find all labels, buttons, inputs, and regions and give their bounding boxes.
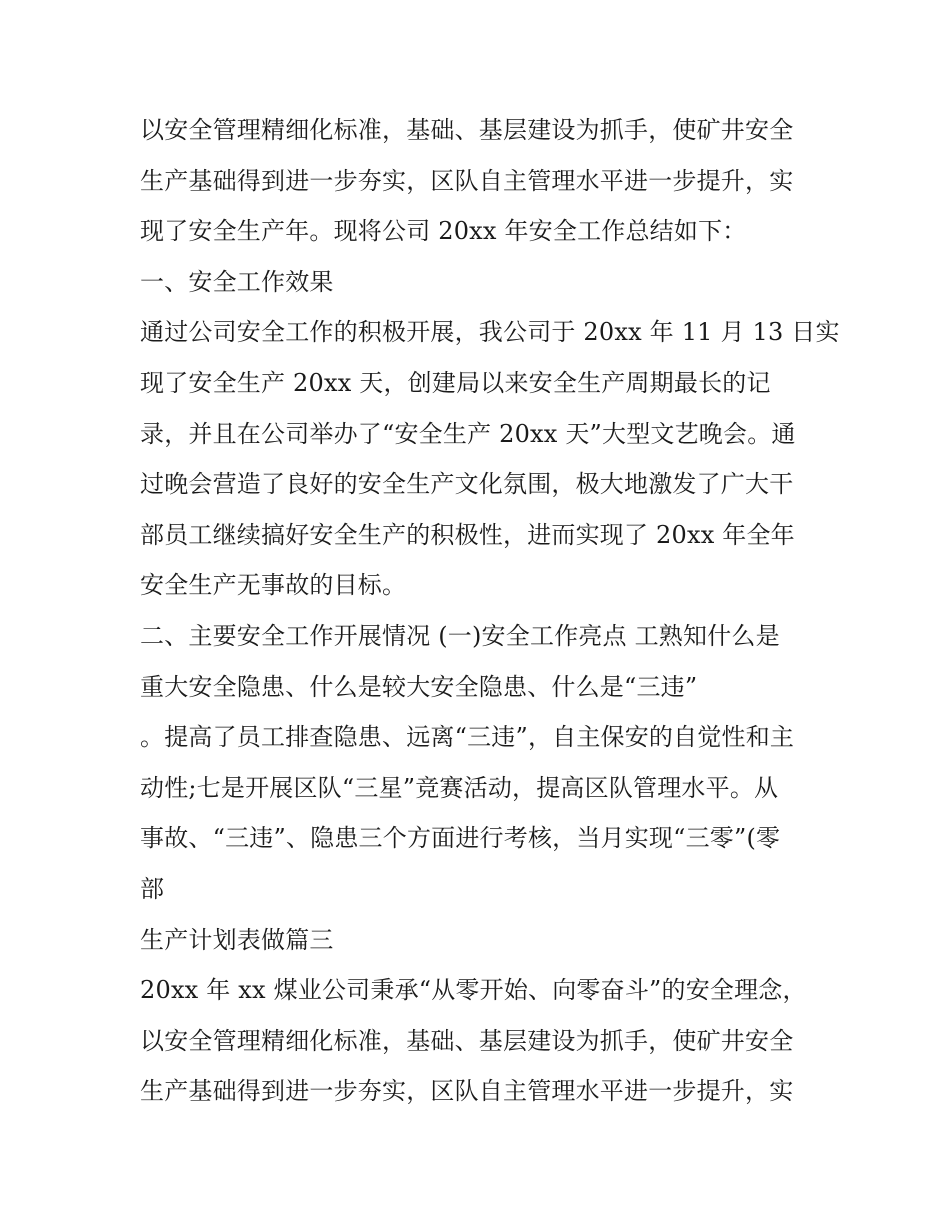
section-heading: 二、主要安全工作开展情况 (一)安全工作亮点 工熟知什么是: [140, 621, 780, 650]
text-line: 部: [140, 874, 165, 903]
text-line: 现了安全生产 20xx 天，创建局以来安全生产周期最长的记: [140, 368, 771, 397]
text-line: 事故、“三违”、隐患三个方面进行考核，当月实现“三零”(零: [140, 824, 781, 853]
text-line: 20xx 年 xx 煤业公司秉承“从零开始、向零奋斗”的安全理念，: [140, 976, 807, 1005]
text-line: 安全生产无事故的目标。: [140, 571, 407, 600]
text-line: 通过公司安全工作的积极开展，我公司于 20xx 年 11 月 13 日实: [140, 318, 840, 347]
text-line: 录，并且在公司举办了“安全生产 20xx 天”大型文艺晚会。通: [140, 419, 796, 448]
section-title: 生产计划表做篇三: [140, 925, 334, 954]
text-line: 生产基础得到进一步夯实，区队自主管理水平进一步提升，实: [140, 166, 794, 195]
document-body: [140, 105, 840, 1117]
text-line: 部员工继续搞好安全生产的积极性，进而实现了 20xx 年全年: [140, 520, 795, 549]
text-line: 。提高了员工排查隐患、远离“三违”，自主保安的自觉性和主: [140, 723, 795, 752]
section-heading: 一、安全工作效果: [140, 267, 334, 296]
text-line: 以安全管理精细化标准，基础、基层建设为抓手，使矿井安全: [140, 1026, 794, 1055]
text-line: 动性;七是开展区队“三星”竞赛活动，提高区队管理水平。从: [140, 773, 779, 802]
text-line: 过晚会营造了良好的安全生产文化氛围，极大地激发了广大干: [140, 470, 794, 499]
text-line: 以安全管理精细化标准，基础、基层建设为抓手，使矿井安全: [140, 116, 794, 144]
text-line: 重大安全隐患、什么是较大安全隐患、什么是“三违”: [140, 672, 698, 701]
text-line: 现了安全生产年。现将公司 20xx 年安全工作总结如下：: [140, 217, 747, 246]
text-line: 生产基础得到进一步夯实，区队自主管理水平进一步提升，实: [140, 1077, 794, 1106]
